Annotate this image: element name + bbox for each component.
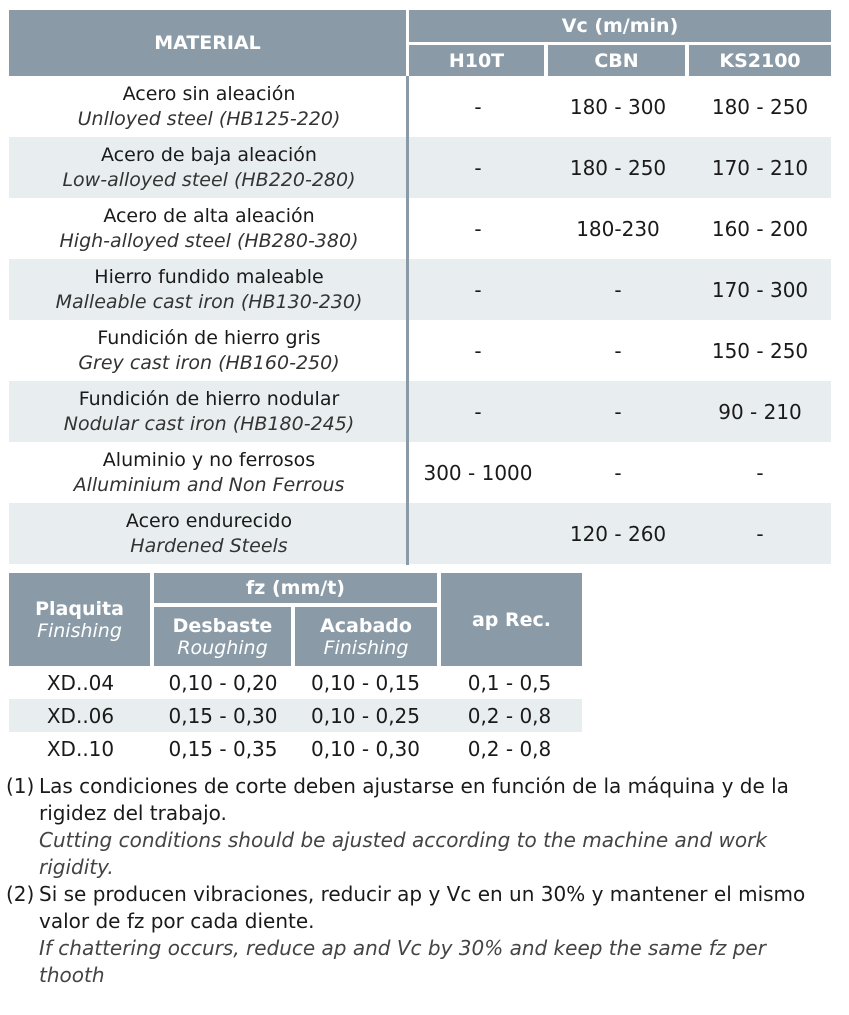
- ks2100-header: KS2100: [689, 45, 831, 76]
- plaquita-header: [9, 573, 150, 666]
- plaquita-value: XD..04: [46, 670, 115, 695]
- cutting-speed-table-body: [9, 76, 831, 564]
- ks2100-value: 170 - 210: [711, 155, 809, 180]
- plaquita-header-sublabel: Finishing: [37, 619, 122, 642]
- note-body: [39, 881, 836, 989]
- table-row: [9, 320, 831, 381]
- ap-value: 0,1 - 0,5: [467, 670, 552, 695]
- material-name-en: Unlloyed steel (HB125-220): [77, 107, 341, 130]
- material-cell: [9, 259, 409, 320]
- table-row: [9, 732, 582, 765]
- note-text-es: Si se producen vibraciones, reducir ap y Vc en un 30% y mantener el mismo valor de fz por cada diente.: [39, 882, 806, 933]
- material-name-es: Acero de alta aleación: [103, 204, 315, 227]
- h10t-value: -: [474, 155, 482, 180]
- note-number: (1): [6, 774, 35, 798]
- material-name-es: Fundición de hierro nodular: [78, 387, 340, 410]
- desbaste-header-label: Desbaste: [172, 614, 273, 637]
- fz-header: fz (mm/t): [154, 573, 437, 603]
- desbaste-value: 0,15 - 0,30: [168, 703, 278, 728]
- table-row: [9, 666, 582, 699]
- ks2100-value: 180 - 250: [711, 94, 809, 119]
- h10t-value: -: [474, 338, 482, 363]
- note-text-en: If chattering occurs, reduce ap and Vc by 30% and keep the same fz per thooth: [39, 936, 766, 987]
- material-name-es: Hierro fundido maleable: [94, 265, 324, 288]
- material-cell: [9, 320, 409, 381]
- cbn-value: 120 - 260: [569, 521, 667, 546]
- material-cell: [9, 198, 409, 259]
- cbn-value: 180 - 250: [569, 155, 667, 180]
- material-name-en: Grey cast iron (HB160-250): [78, 351, 340, 374]
- material-name-en: Malleable cast iron (HB130-230): [55, 290, 363, 313]
- note-text-es: Las condiciones de corte deben ajustarse en función de la máquina y de la rigidez del trabajo.: [39, 774, 789, 825]
- feed-rate-table-header: [9, 573, 582, 666]
- ap-header: ap Rec.: [441, 573, 582, 666]
- cbn-value: -: [614, 460, 622, 485]
- cutting-speed-table-header: [9, 10, 831, 76]
- plaquita-value: XD..06: [46, 703, 115, 728]
- cutting-speed-table: [9, 10, 831, 564]
- table-row: [9, 137, 831, 198]
- h10t-value: -: [474, 399, 482, 424]
- material-cell: [9, 503, 409, 564]
- desbaste-value: 0,15 - 0,35: [168, 736, 278, 761]
- acabado-value: 0,10 - 0,25: [311, 703, 420, 728]
- material-header: MATERIAL: [9, 10, 406, 76]
- feed-rate-table-body: [9, 666, 582, 765]
- ks2100-value: 160 - 200: [711, 216, 809, 241]
- note-2: [6, 881, 836, 989]
- material-name-es: Acero de baja aleación: [101, 143, 317, 166]
- cbn-value: -: [614, 399, 622, 424]
- material-name-es: Fundición de hierro gris: [97, 326, 321, 349]
- acabado-header-label: Acabado: [320, 614, 412, 637]
- ks2100-value: -: [756, 460, 764, 485]
- material-name-en: High-alloyed steel (HB280-380): [59, 229, 359, 252]
- h10t-header: H10T: [409, 45, 544, 76]
- feed-rate-table: [9, 573, 582, 765]
- desbaste-value: 0,10 - 0,20: [168, 670, 278, 695]
- note-1: [6, 773, 836, 881]
- cbn-header: CBN: [548, 45, 685, 76]
- cbn-value: 180 - 300: [569, 94, 667, 119]
- table-row: [9, 699, 582, 732]
- material-name-es: Acero endurecido: [125, 509, 293, 532]
- material-cell: [9, 442, 409, 503]
- acabado-value: 0,10 - 0,30: [311, 736, 420, 761]
- h10t-value: 300 - 1000: [423, 460, 533, 485]
- note-text-en: Cutting conditions should be ajusted according to the machine and work rigidity.: [39, 828, 767, 879]
- plaquita-header-label: Plaquita: [35, 597, 124, 620]
- ap-value: 0,2 - 0,8: [467, 736, 552, 761]
- desbaste-header: [154, 607, 291, 666]
- plaquita-value: XD..10: [46, 736, 115, 761]
- vc-header: Vc (m/min): [409, 10, 831, 42]
- cbn-value: 180-230: [576, 216, 660, 241]
- acabado-value: 0,10 - 0,15: [311, 670, 420, 695]
- h10t-value: -: [474, 277, 482, 302]
- material-name-en: Nodular cast iron (HB180-245): [63, 412, 355, 435]
- material-name-es: Aluminio y no ferrosos: [102, 448, 316, 471]
- material-cell: [9, 381, 409, 442]
- h10t-value: -: [474, 94, 482, 119]
- cbn-value: -: [614, 277, 622, 302]
- ks2100-value: 90 - 210: [718, 399, 802, 424]
- table-row: [9, 381, 831, 442]
- notes-section: [6, 773, 836, 989]
- ks2100-value: 150 - 250: [711, 338, 809, 363]
- cbn-value: -: [614, 338, 622, 363]
- table-row: [9, 198, 831, 259]
- material-name-es: Acero sin aleación: [122, 82, 296, 105]
- ks2100-value: 170 - 300: [711, 277, 809, 302]
- desbaste-header-sublabel: Roughing: [177, 636, 268, 659]
- material-cell: [9, 76, 409, 137]
- material-name-en: Low-alloyed steel (HB220-280): [62, 168, 356, 191]
- acabado-header: [295, 607, 437, 666]
- table-row: [9, 259, 831, 320]
- ks2100-value: -: [756, 521, 764, 546]
- note-body: [39, 773, 836, 881]
- table-row: [9, 503, 831, 564]
- table-row: [9, 442, 831, 503]
- note-number: (2): [6, 882, 35, 906]
- acabado-header-sublabel: Finishing: [323, 636, 409, 659]
- column-divider: [406, 76, 409, 565]
- material-name-en: Hardened Steels: [130, 534, 288, 557]
- material-name-en: Alluminium and Non Ferrous: [73, 473, 345, 496]
- table-row: [9, 76, 831, 137]
- h10t-value: -: [474, 216, 482, 241]
- ap-value: 0,2 - 0,8: [467, 703, 552, 728]
- h10t-value: [409, 503, 547, 564]
- material-cell: [9, 137, 409, 198]
